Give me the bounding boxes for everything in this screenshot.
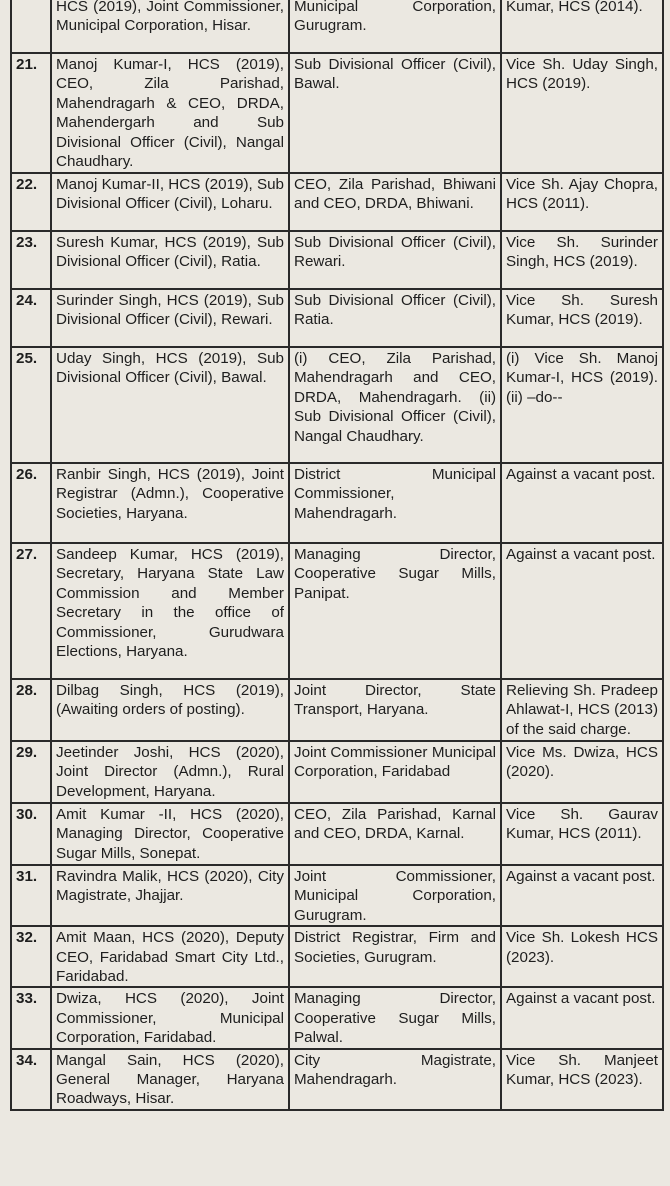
table-body xyxy=(11,0,663,1110)
new-posting-cell: City Magistrate, Mahendragarh. xyxy=(289,1049,501,1110)
new-posting-cell: Sub Divisional Officer (Civil), Rewari. xyxy=(289,231,501,289)
officer-details-cell: Jeetinder Joshi, HCS (2020), Joint Director (Admn.), Rural Development, Haryana. xyxy=(51,741,289,803)
new-posting-cell: CEO, Zila Parishad, Bhiwani and CEO, DRDA, Bhiwani. xyxy=(289,173,501,231)
table-row xyxy=(11,987,663,1048)
officer-details-cell: Sandeep Kumar, HCS (2019), Secretary, Haryana State Law Commission and Member Secretary in the office of Commissioner, Gurudwara Elections, Haryana. xyxy=(51,543,289,679)
officer-details-cell: Ranbir Singh, HCS (2019), Joint Registrar (Admn.), Cooperative Societies, Haryana. xyxy=(51,463,289,543)
new-posting-cell: Managing Director, Cooperative Sugar Mills, Palwal. xyxy=(289,987,501,1048)
row-number: 32. xyxy=(11,926,51,987)
vice-remarks-cell: Vice Ms. Dwiza, HCS (2020). xyxy=(501,741,663,803)
table-row xyxy=(11,463,663,543)
row-number: 27. xyxy=(11,543,51,679)
row-number: 33. xyxy=(11,987,51,1048)
new-posting-cell: Managing Director, Cooperative Sugar Mills, Panipat. xyxy=(289,543,501,679)
table-row xyxy=(11,231,663,289)
new-posting-cell: Joint Director, State Transport, Haryana. xyxy=(289,679,501,741)
row-number: 24. xyxy=(11,289,51,347)
table-row xyxy=(11,173,663,231)
new-posting-cell: Municipal Corporation, Gurugram. xyxy=(289,0,501,53)
vice-remarks-cell: Vice Sh. Lokesh HCS (2023). xyxy=(501,926,663,987)
row-number: 31. xyxy=(11,865,51,926)
officer-details-cell: Dwiza, HCS (2020), Joint Commissioner, Municipal Corporation, Faridabad. xyxy=(51,987,289,1048)
officer-details-cell: Manoj Kumar-I, HCS (2019), CEO, Zila Parishad, Mahendragarh & CEO, DRDA, Mahendergarh and Sub Divisional Officer (Civil), Nangal Chaudhary. xyxy=(51,53,289,173)
vice-remarks-cell: Vice Sh. Surinder Singh, HCS (2019). xyxy=(501,231,663,289)
new-posting-cell: Sub Divisional Officer (Civil), Ratia. xyxy=(289,289,501,347)
officer-details-cell: HCS (2019), Joint Commissioner, Municipal Corporation, Hisar. xyxy=(51,0,289,53)
officer-details-cell: Uday Singh, HCS (2019), Sub Divisional Officer (Civil), Bawal. xyxy=(51,347,289,463)
vice-remarks-cell: Against a vacant post. xyxy=(501,987,663,1048)
new-posting-cell: (i) CEO, Zila Parishad, Mahendragarh and CEO, DRDA, Mahendragarh. (ii) Sub Divisional Officer (Civil), Nangal Chaudhary. xyxy=(289,347,501,463)
vice-remarks-cell: Vice Sh. Gaurav Kumar, HCS (2011). xyxy=(501,803,663,865)
table-row xyxy=(11,0,663,53)
new-posting-cell: Joint Commissioner Municipal Corporation, Faridabad xyxy=(289,741,501,803)
row-number: 29. xyxy=(11,741,51,803)
table-row xyxy=(11,865,663,926)
vice-remarks-cell: Relieving Sh. Pradeep Ahlawat-I, HCS (2013) of the said charge. xyxy=(501,679,663,741)
row-number: 34. xyxy=(11,1049,51,1110)
officer-details-cell: Dilbag Singh, HCS (2019), (Awaiting orders of posting). xyxy=(51,679,289,741)
table-row xyxy=(11,1049,663,1110)
new-posting-cell: Sub Divisional Officer (Civil), Bawal. xyxy=(289,53,501,173)
vice-remarks-cell: (i) Vice Sh. Manoj Kumar-I, HCS (2019). (ii) –do-- xyxy=(501,347,663,463)
row-number: 26. xyxy=(11,463,51,543)
table-row xyxy=(11,803,663,865)
row-number: 22. xyxy=(11,173,51,231)
table-row xyxy=(11,741,663,803)
officer-details-cell: Amit Maan, HCS (2020), Deputy CEO, Faridabad Smart City Ltd., Faridabad. xyxy=(51,926,289,987)
new-posting-cell: District Registrar, Firm and Societies, Gurugram. xyxy=(289,926,501,987)
officer-details-cell: Ravindra Malik, HCS (2020), City Magistrate, Jhajjar. xyxy=(51,865,289,926)
table-row xyxy=(11,543,663,679)
new-posting-cell: CEO, Zila Parishad, Karnal and CEO, DRDA, Karnal. xyxy=(289,803,501,865)
table-row xyxy=(11,53,663,173)
vice-remarks-cell: Against a vacant post. xyxy=(501,463,663,543)
new-posting-cell: District Municipal Commissioner, Mahendragarh. xyxy=(289,463,501,543)
officer-details-cell: Manoj Kumar-II, HCS (2019), Sub Divisional Officer (Civil), Loharu. xyxy=(51,173,289,231)
row-number: 25. xyxy=(11,347,51,463)
row-number xyxy=(11,0,51,53)
officer-details-cell: Surinder Singh, HCS (2019), Sub Divisional Officer (Civil), Rewari. xyxy=(51,289,289,347)
new-posting-cell: Joint Commissioner, Municipal Corporation, Gurugram. xyxy=(289,865,501,926)
table-row xyxy=(11,926,663,987)
vice-remarks-cell: Vice Sh. Manjeet Kumar, HCS (2023). xyxy=(501,1049,663,1110)
row-number: 23. xyxy=(11,231,51,289)
vice-remarks-cell: Vice Sh. Suresh Kumar, HCS (2019). xyxy=(501,289,663,347)
officer-details-cell: Amit Kumar -II, HCS (2020), Managing Director, Cooperative Sugar Mills, Sonepat. xyxy=(51,803,289,865)
table-row xyxy=(11,289,663,347)
vice-remarks-cell: Against a vacant post. xyxy=(501,543,663,679)
row-number: 21. xyxy=(11,53,51,173)
officer-details-cell: Mangal Sain, HCS (2020), General Manager, Haryana Roadways, Hisar. xyxy=(51,1049,289,1110)
table-row xyxy=(11,347,663,463)
vice-remarks-cell: Kumar, HCS (2014). xyxy=(501,0,663,53)
row-number: 30. xyxy=(11,803,51,865)
vice-remarks-cell: Against a vacant post. xyxy=(501,865,663,926)
table-row xyxy=(11,679,663,741)
vice-remarks-cell: Vice Sh. Uday Singh, HCS (2019). xyxy=(501,53,663,173)
vice-remarks-cell: Vice Sh. Ajay Chopra, HCS (2011). xyxy=(501,173,663,231)
transfer-orders-table xyxy=(10,0,664,1111)
officer-details-cell: Suresh Kumar, HCS (2019), Sub Divisional Officer (Civil), Ratia. xyxy=(51,231,289,289)
row-number: 28. xyxy=(11,679,51,741)
